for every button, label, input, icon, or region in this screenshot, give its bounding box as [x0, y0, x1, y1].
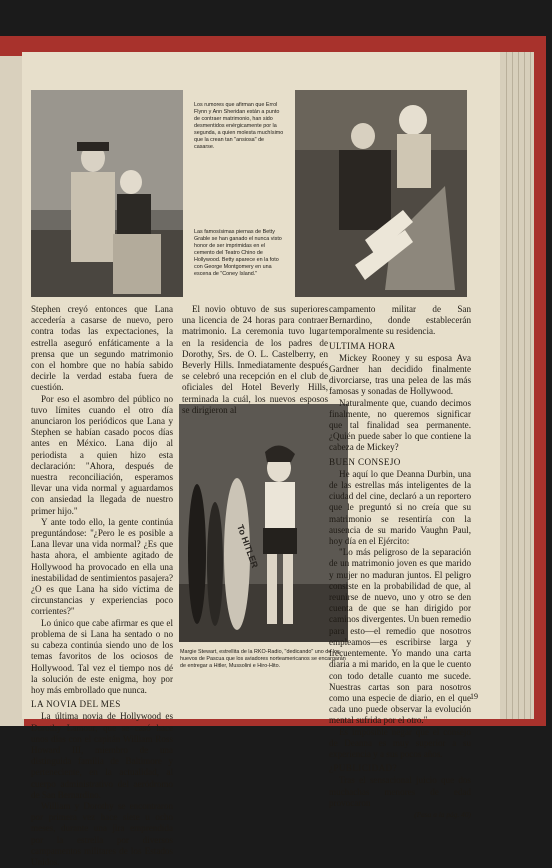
col1-paragraph-3: Y ante todo ello, la gente continúa preguntándose: "¿Pero le es posible a Lana llevar una vida normal? ¿Es que hasta ahora, el ambiente agitado de Hollywood ha provocado en ella una inestabilidad de sentimientos pasajera? ¿O es que Lana ha sido víctima de circunstancias y experiencias poco corrientes?" — [31, 516, 173, 617]
bomb-inscription: To HITLER — [235, 523, 261, 570]
col3-paragraph-1: Mickey Rooney y su esposa Ava Gardner han decidido finalmente divorciarse, tras una pelea de las más famosas y sonadas de Hollywood. — [329, 352, 471, 397]
heading-ultima-hora: ULTIMA HORA — [329, 340, 396, 351]
col3-paragraph-2: Naturalmente que, cuando decimos finalmente, no queremos significar que tal finalidad sea permanente. ¿Quién puede saber lo que contiene la cabeza de Mickey? — [329, 397, 471, 453]
col3-paragraph-4: "Lo más peligroso de la separación de un matrimonio joven es que marido y mujer no maduran juntos. El peligro consiste en la probabilidad de que, al reunirse de nuevo, uno y otro se den cuenta de que se han dirigido por caminos divergentes. Un buen remedio para esto—el remedio que nosotros empleamos—es escribirse larga y frecuentemente. Yo mando una carta diaria a mi marido, en la que le cuento con todo detalle cuanto me sucede. Nuestras cartas son para nosotros como una especie de diario, en el que cada uno puede observar la evolución mental sufrida por el otro." — [329, 547, 472, 726]
magazine-page — [22, 52, 500, 867]
page-stack-edge — [500, 52, 534, 719]
heading-publicidad: ¿PUBLICIDAD? — [329, 763, 397, 774]
col3-paragraph-6: Tras el sensacional juicio que dos muchachas menores de edad provocaron — [329, 775, 471, 808]
caption-grable: Las famosísimas piernas de Betty Grable se han ganado el nunca visto honor de ser imprimidas en el cemento del Teatro Chino de Hollywood. Betty aparece en la foto con George Montgomery en una escena de "Coney Island." — [194, 229, 282, 277]
continued-note: (Pasa a la pág. 40) — [414, 809, 471, 819]
heading-novia-del-mes: LA NOVIA DEL MES — [31, 699, 121, 710]
col3-intro: campamento militar de San Bernardino, donde establecerán temporalmente su residencia. — [329, 304, 471, 337]
col1-paragraph-4: Lo único que cabe afirmar es que el problema de si Lana ha sentado o no su cabeza continúa siendo uno de los temas favoritos de los ociosos de Hollywood. Tal vez el tiempo nos dé la solución de este enigma, hoy por hoy más embrollado que nunca. — [31, 617, 173, 695]
text-column-2 — [182, 304, 328, 416]
col2-paragraph-1: El novio obtuvo de sus superiores una licencia de 24 horas para contraer matrimonio. La ceremonia tuvo lugar en la residencia de los padres de Dorothy, Srs. de O. L. Castelberry, en Beverly Hills. Inmediatamente después se celebró una recepción en el club de oficiales del Hotel Beverly Hills, terminada la cuál, los nuevos esposos se dirigieron al — [182, 304, 328, 415]
col1-paragraph-1: Stephen creyó entonces que Lana accedería a casarse de nuevo, pero contra todas las expectaciones, la estrella aseguró enfáticamente a la prensa que un segundo matrimonio con el hombre que no había sabido decirle la verdad estaba fuera de cuestión. — [31, 304, 173, 393]
caption-flynn-sheridan: Los rumores que afirman que Errol Flynn y Ann Sheridan están a punto de contraer matrimonio, han sido desmentidos enérgicamente por la segunda, a quien molesta muchísimo que la crean tan "ansiosa" de casarse. — [194, 102, 284, 150]
col3-paragraph-3: He aquí lo que Deanna Durbin, una de las estrellas más inteligentes de la ciudad del cine, declaró a un reportero que le preguntó si no creía que su matrimonio se resentiría con la ausencia de su marido Vaughn Paul, hoy día en el Ejército: — [329, 468, 471, 547]
text-column-3 — [329, 304, 471, 820]
page-number: 19 — [470, 692, 478, 701]
col3-paragraph-5: Es imposible negar que el consejo de Deanna es muy superior a su experiencia y a sus pocos años. — [329, 726, 471, 759]
col1-paragraph-6: William y Dorothy se encontraron por primera vez hace siete u ocho meses, durante una jira emprendida por la estrella por diversos campamentos militares de los Estados Unidos. — [31, 800, 173, 867]
text-column-1 — [31, 304, 173, 868]
photo-flynn-sheridan — [31, 90, 183, 297]
previous-page-edge — [0, 56, 24, 726]
photo-grable-montgomery — [295, 90, 467, 297]
heading-buen-consejo: BUEN CONSEJO — [329, 456, 401, 467]
col1-paragraph-2: Por eso el asombro del público no tuvo límites cuando el otro día anunciaron los periódicos que Lana y Stephen se habían casado pocos días antes en México. Lana dijo al periodista a quien hizo esta declaración: "Ahora, después de nuestra reconciliación, esperamos llevar una vida normal y aguardamos con ansiedad la llegada de nuestro primer hijo." — [31, 393, 173, 516]
caption-margie-stewart: Margie Stewart, estrellita de la RKO-Radio, "dedicando" uno de los huevos de Pascua que los aviadores norteamericanos se encargarán de entregar a Hitler, Mussolini e Hiro-Hito. — [180, 649, 346, 669]
col1-paragraph-5: La última novia de Hollywood es Dorothy Lamour, que se casó hace unos días con el capitán William Ross Howard III, miembro de una distinguida familia de Baltimore y perteneciente, en la actualidad, al cuerpo administrativo del aeródromo de San Bernardino. — [31, 711, 173, 800]
photo-margie-stewart — [179, 404, 348, 642]
